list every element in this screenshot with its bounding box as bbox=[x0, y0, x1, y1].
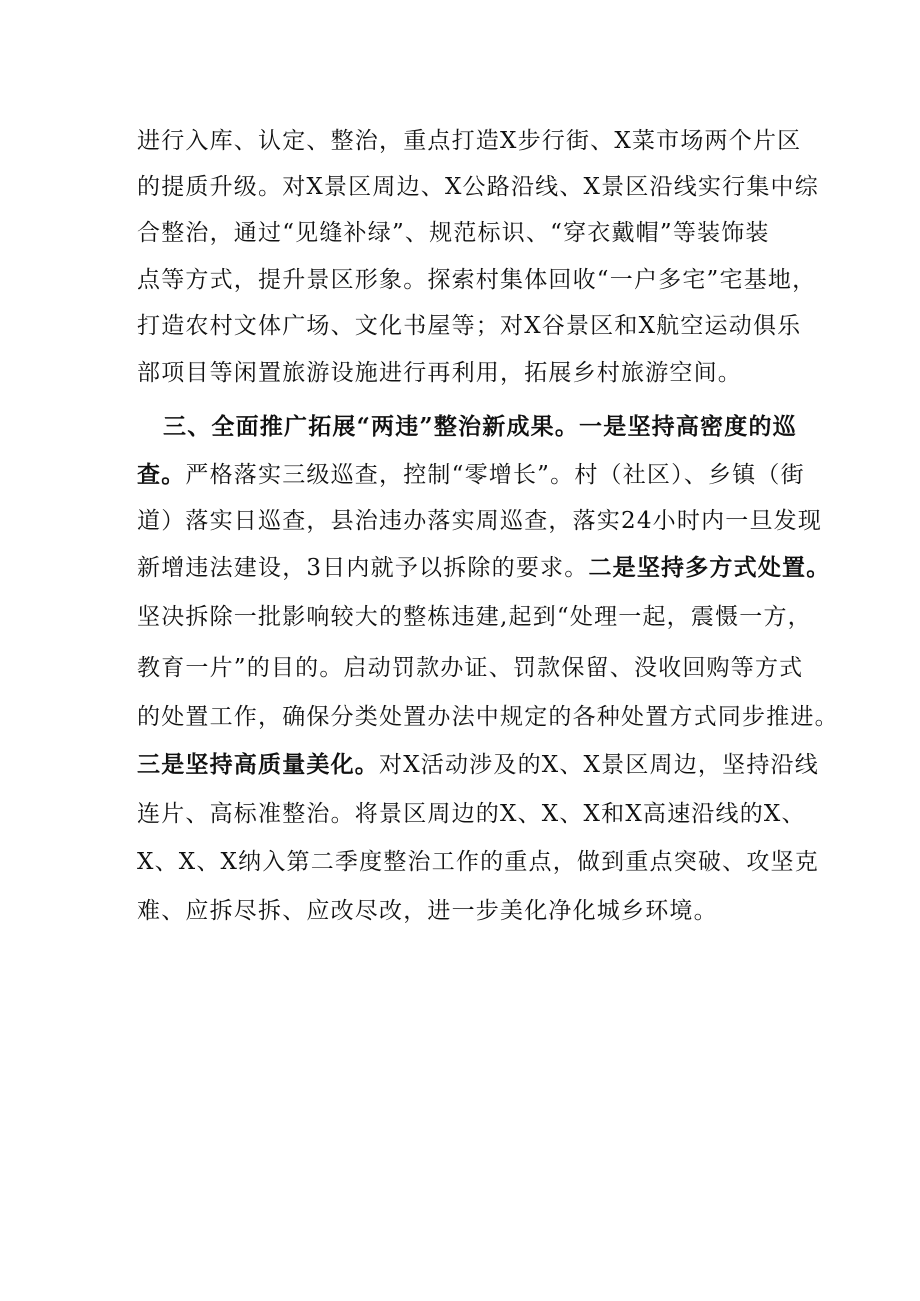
text-line bbox=[137, 544, 831, 592]
text-run: 点等方式，提升景区形象。探索村集体回收“一户多宅”宅基地， bbox=[137, 267, 817, 293]
text-line bbox=[137, 838, 819, 886]
text-line bbox=[137, 209, 797, 257]
text-run: 打造农村文体广场、文化书屋等；对X谷景区和X航空运动俱乐 bbox=[137, 313, 802, 339]
text-line bbox=[137, 887, 797, 935]
text-line bbox=[137, 693, 839, 741]
text-run: 的提质升级。对X景区周边、X公路沿线、X景区沿线实行集中综 bbox=[137, 174, 819, 200]
text-run: 进行入库、认定、整治，重点打造X步行街、X菜市场两个片区 bbox=[137, 128, 802, 154]
text-line bbox=[137, 741, 819, 789]
text-run: 坚决拆除一批影响较大的整栋违建,起到“处理一起，震慑一方， bbox=[137, 604, 812, 630]
text-run: 连片、高标准整治。将景区周边的X、X、X和X高速沿线的X、 bbox=[137, 801, 806, 827]
text-line bbox=[137, 256, 817, 304]
text-line bbox=[137, 790, 806, 838]
text-line bbox=[137, 117, 802, 165]
bold-run: 查。 bbox=[137, 461, 186, 488]
text-run: 严格落实三级巡查，控制“零增长”。村（社区）、乡镇（街 bbox=[185, 462, 805, 488]
text-line bbox=[137, 302, 802, 350]
text-line bbox=[137, 349, 797, 397]
text-run: 难、应拆尽拆、应改尽改，进一步美化净化城乡环境。 bbox=[137, 898, 718, 924]
section-heading-line bbox=[163, 403, 823, 451]
bold-run: 三是坚持高质量美化。 bbox=[137, 751, 379, 778]
text-line bbox=[137, 644, 804, 692]
text-run: 道）落实日巡查，县治违办落实周巡查，落实24小时内一旦发现 bbox=[137, 508, 823, 534]
text-run: 对X活动涉及的X、X景区周边，坚持沿线 bbox=[379, 752, 819, 778]
text-run: 的处置工作，确保分类处置办法中规定的各种处置方式同步推进。 bbox=[137, 704, 839, 730]
text-line bbox=[137, 163, 819, 211]
text-run: 部项目等闲置旅游设施进行再利用，拓展乡村旅游空间。 bbox=[137, 360, 742, 386]
text-line bbox=[137, 593, 812, 641]
bold-run: 二是坚持多方式处置。 bbox=[588, 554, 831, 581]
text-line bbox=[137, 451, 805, 499]
text-run: 教育一片”的目的。启动罚款办证、罚款保留、没收回购等方式 bbox=[137, 655, 804, 681]
text-run: 合整治，通过“见缝补绿”、规范标识、“穿衣戴帽”等装饰装 bbox=[137, 220, 770, 246]
text-line bbox=[137, 497, 823, 545]
text-run: X、X、X纳入第二季度整治工作的重点，做到重点突破、攻坚克 bbox=[137, 849, 819, 875]
section-heading: 三、全面推广拓展“两违”整治新成果。一是坚持高密度的巡 bbox=[163, 413, 797, 440]
text-run: 新增违法建设，3日内就予以拆除的要求。 bbox=[137, 555, 589, 581]
